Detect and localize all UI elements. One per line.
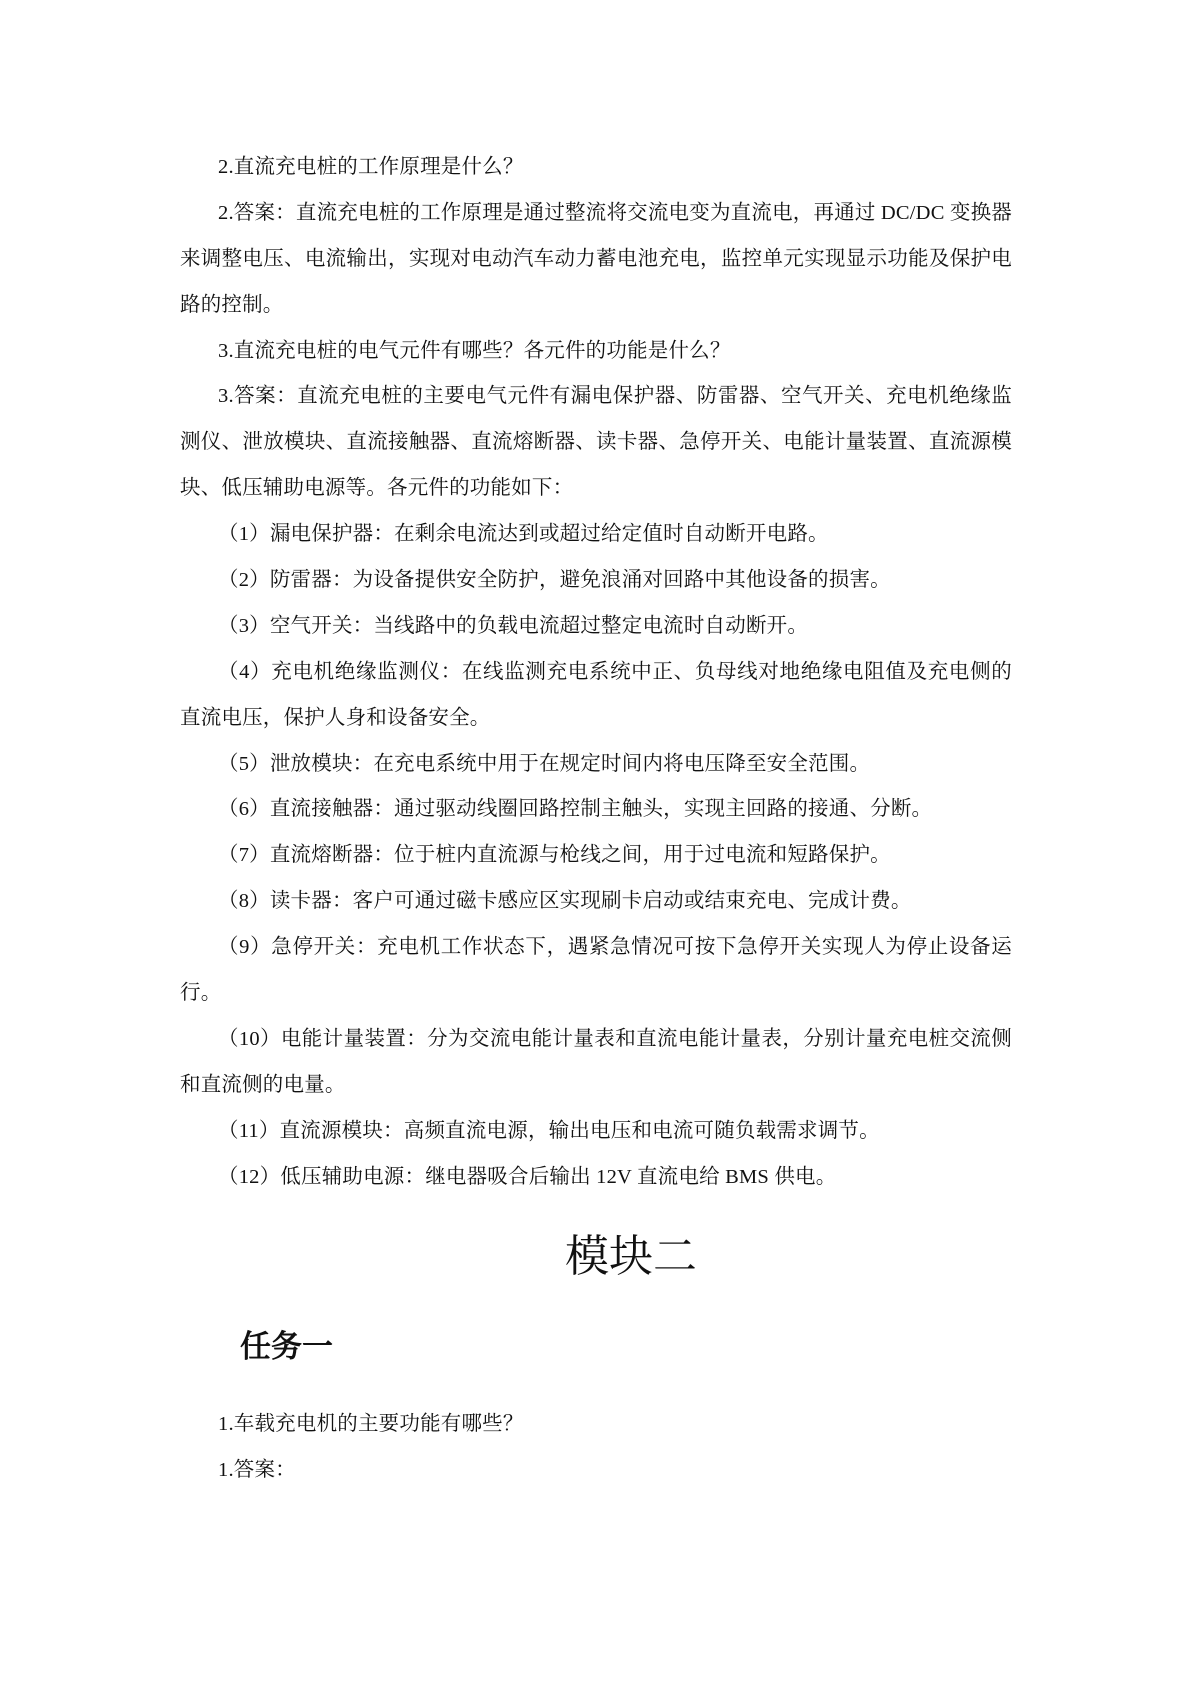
text-line: （5）泄放模块：在充电系统中用于在规定时间内将电压降至安全范围。 xyxy=(218,752,871,775)
text-line: 2.答案：直流充电桩的工作原理是通过整流将交流电变为直流电，再通过 DC/DC 变换器 xyxy=(218,201,1012,224)
text-line: 行。 xyxy=(180,982,222,1005)
text-line: （2）防雷器：为设备提供安全防护，避免浪涌对回路中其他设备的损害。 xyxy=(218,569,891,592)
text-line: 来调整电压、电流输出，实现对电动汽车动力蓄电池充电，监控单元实现显示功能及保护电 xyxy=(180,247,1012,270)
list-item-6 xyxy=(180,787,1012,833)
text-line: （10）电能计量装置：分为交流电能计量表和直流电能计量表，分别计量充电桩交流侧 xyxy=(218,1027,1012,1050)
list-item-11 xyxy=(180,1109,1012,1155)
list-item-2 xyxy=(180,558,1012,604)
text-line: 块、低压辅助电源等。各元件的功能如下： xyxy=(180,477,574,500)
text-line: （1）漏电保护器：在剩余电流达到或超过给定值时自动断开电路。 xyxy=(218,523,829,546)
list-item-1 xyxy=(180,512,1012,558)
text-line: 直流电压，保护人身和设备安全。 xyxy=(180,706,491,729)
text-line: 和直流侧的电量。 xyxy=(180,1073,346,1096)
text-line: （4）充电机绝缘监测仪：在线监测充电系统中正、负母线对地绝缘电阻值及充电侧的 xyxy=(218,660,1012,683)
list-item-7 xyxy=(180,833,1012,879)
document-page xyxy=(180,145,1012,1494)
text-line: 3.直流充电桩的电气元件有哪些？各元件的功能是什么？ xyxy=(218,339,731,362)
list-item-5 xyxy=(180,742,1012,788)
question-3 xyxy=(180,329,1012,375)
text-line: 1.答案： xyxy=(218,1459,296,1482)
text-line: （9）急停开关：充电机工作状态下，遇紧急情况可按下急停开关实现人为停止设备运 xyxy=(218,936,1012,959)
task-body xyxy=(180,1402,1012,1494)
list-item-9 xyxy=(180,925,1012,1017)
text-line: （7）直流熔断器：位于桩内直流源与枪线之间，用于过电流和短路保护。 xyxy=(218,844,891,867)
list-item-4 xyxy=(180,650,1012,742)
answer-1 xyxy=(180,1448,1012,1494)
text-line: （3）空气开关：当线路中的负载电流超过整定电流时自动断开。 xyxy=(218,614,809,637)
text-line: 3.答案：直流充电桩的主要电气元件有漏电保护器、防雷器、空气开关、充电机绝缘监 xyxy=(218,385,1012,408)
list-item-10 xyxy=(180,1017,1012,1109)
text-line: （8）读卡器：客户可通过磁卡感应区实现刷卡启动或结束充电、完成计费。 xyxy=(218,890,912,913)
text-line: 2.直流充电桩的工作原理是什么？ xyxy=(218,156,524,178)
question-1 xyxy=(180,1402,1012,1448)
answer-3 xyxy=(180,374,1012,512)
text-line: 测仪、泄放模块、直流接触器、直流熔断器、读卡器、急停开关、电能计量装置、直流源模 xyxy=(180,431,1012,454)
text-line: （6）直流接触器：通过驱动线圈回路控制主触头，实现主回路的接通、分断。 xyxy=(218,798,933,821)
text-line: （11）直流源模块：高频直流电源，输出电压和电流可随负载需求调节。 xyxy=(218,1119,880,1142)
module-heading: 模块二 xyxy=(565,1232,697,1282)
text-line: （12）低压辅助电源：继电器吸合后输出 12V 直流电给 BMS 供电。 xyxy=(218,1165,837,1188)
answer-2 xyxy=(180,191,1012,329)
text-line: 1.车载充电机的主要功能有哪些？ xyxy=(218,1413,524,1436)
list-item-8 xyxy=(180,879,1012,925)
question-2 xyxy=(180,145,1012,191)
list-item-3 xyxy=(180,604,1012,650)
task-heading: 任务一 xyxy=(240,1329,333,1365)
text-line: 路的控制。 xyxy=(180,293,284,316)
list-item-12 xyxy=(180,1155,1012,1201)
